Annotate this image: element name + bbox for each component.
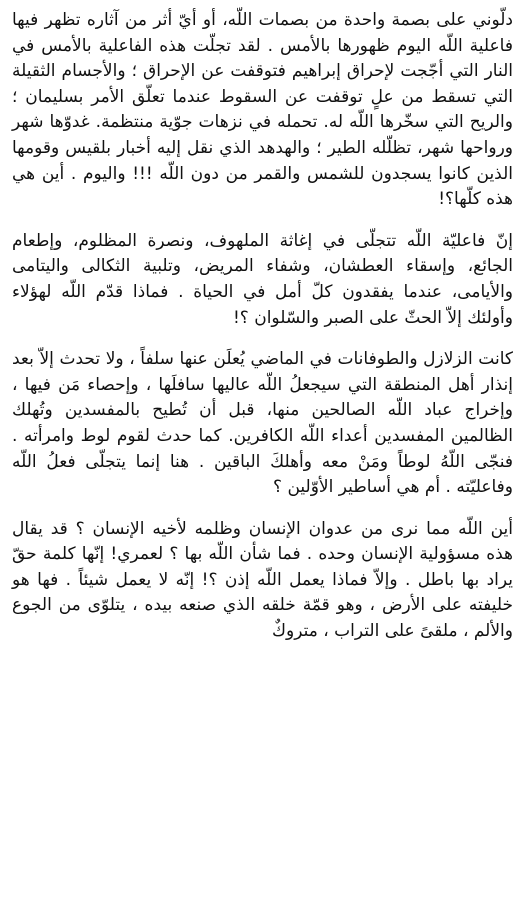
paragraph-2: إنّ فاعليّة اللّه تتجلّى في إغاثة الملهوف، ونصرة المظلوم، وإطعام الجائع، وإسقاء العطشان، وشفاء المريض، وتلبية الثكالى واليتامى والأيامى، عندما يفقدون كلّ أمل في الحياة . فماذا قدّم اللّه لهؤلاء وأولئك إلاّ الحثّ على الصبر والسّلوان ؟!: [12, 230, 513, 328]
paragraph-3: كانت الزلازل والطوفانات في الماضي يُعلَن عنها سلفاً ، ولا تحدث إلاّ بعد إنذار أهل المنطقة التي سيجعلُ اللّه عاليها سافلَها ، وإحصاء مَن فيها ، وإخراج عباد اللّه الصالحين منها، قبل أن تُطيح بالمفسدين وتُهلك الظالمين المفسدين أعداء اللّه الكافرين. كما حدث لقوم لوط وامرأته . فنجّى اللّهُ لوطاً ومَنْ معه وأهلكَ الباقين . هنا إنما يتجلّى فعلُ اللّه وفاعليّته . أم هي أساطير الأوّلين ؟: [12, 349, 513, 498]
paragraph-4: أين اللّه مما نرى من عدوان الإنسان وظلمه لأخيه الإنسان ؟ قد يقال هذه مسؤولية الإنسان وحده . فما شأن اللّه بها ؟ لعمري! إنّها كلمة حقّ يراد بها باطل . وإلاّ فماذا يعمل اللّه إذن ؟! إنّه لا يعمل شيئاً . فها هو خليفته على الأرض ، وهو قمّة خلقه الذي صنعه بيده ، يتلوّى من الجوع والألم ، ملقىً على التراب ، متروكٌ: [12, 518, 513, 642]
paragraph-1: دلّوني على بصمة واحدة من بصمات اللّه، أو أيّ أثر من آثاره تظهر فيها فاعلية اللّه اليوم ظهورها بالأمس . لقد تجلّت هذه الفاعلية بالأمس في النار التي أجّجت لإحراق إبراهيم فتوقفت عن الإحراق ؛ والأجسام الثقيلة التي تسقط من علٍ توقفت عن السقوط عندما تعلّق الأمر بسليمان ؛ والريح التي سخّرها اللّه له. تحمله في نزهات جوّية منتظمة. غدوّها شهر ورواحها شهر، تظلّله الطير ؛ والهدهد الذي نقل إليه أخبار بلقيس وقومها الذين كانوا يسجدون للشمس والقمر من دون اللّه !!! واليوم . أين هي هذه كلّها؟!: [12, 10, 513, 210]
